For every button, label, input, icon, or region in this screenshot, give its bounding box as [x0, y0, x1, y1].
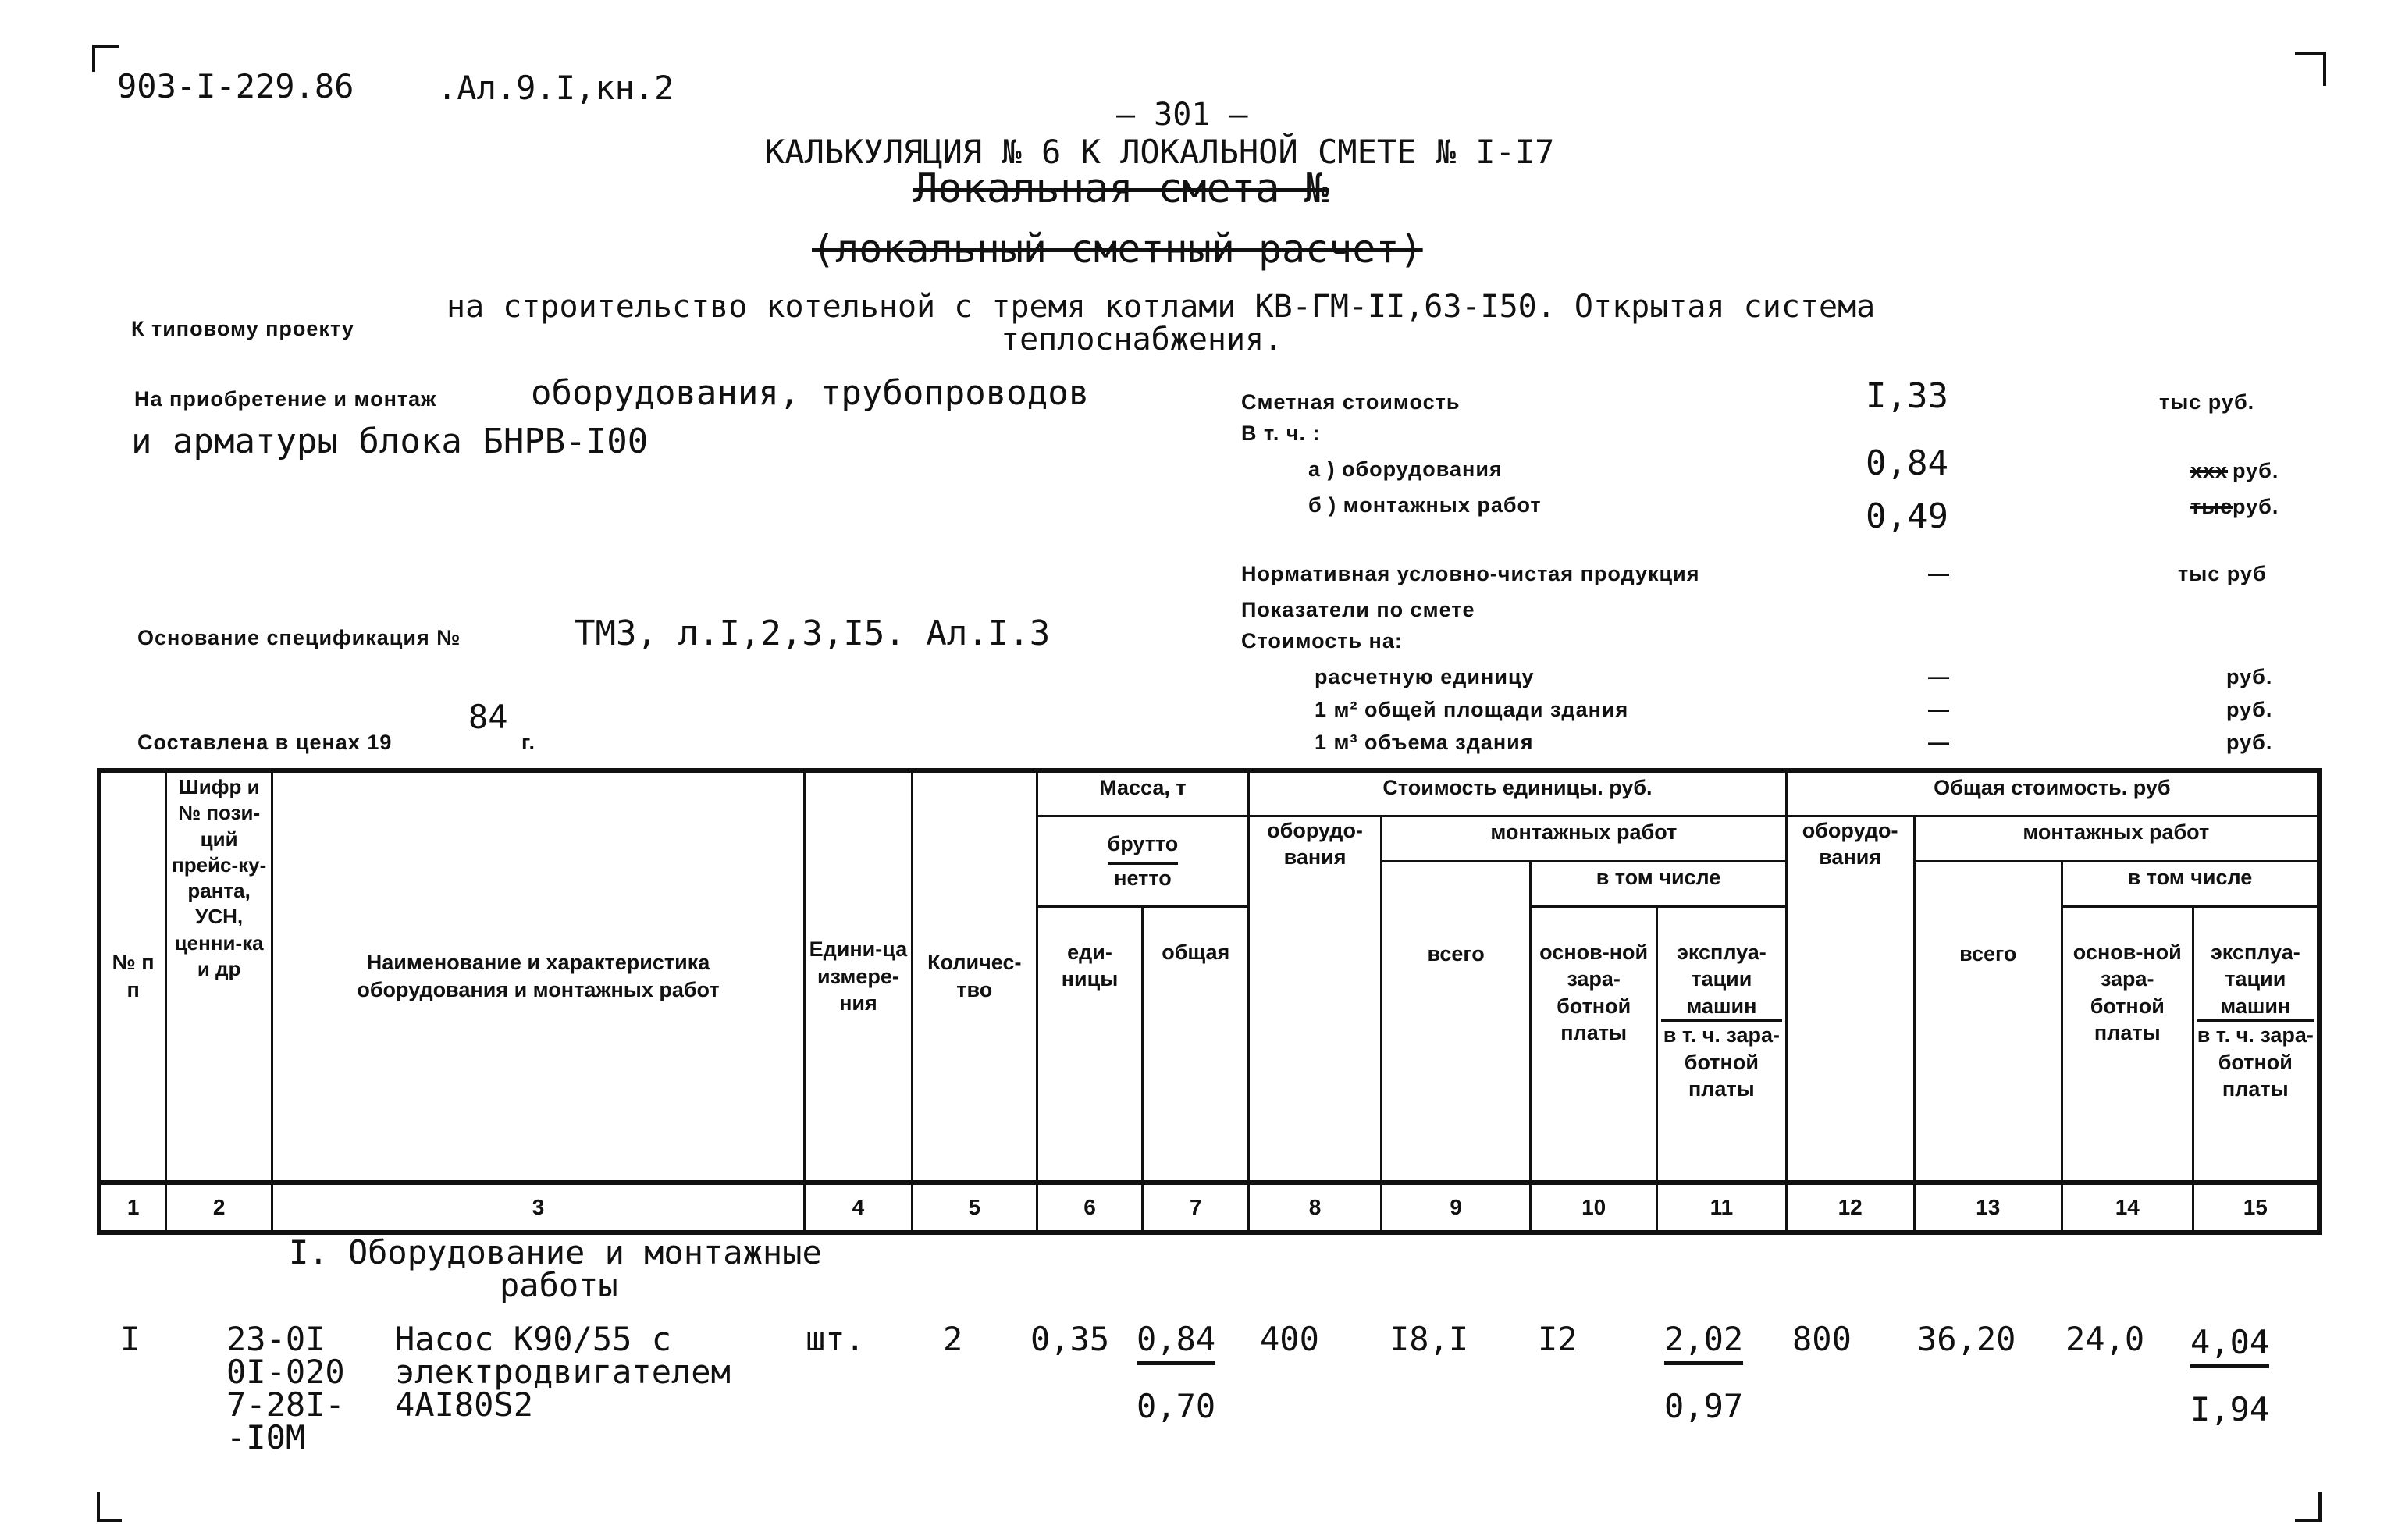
row-num: I: [120, 1320, 141, 1358]
volume-value: —: [1928, 731, 1950, 754]
purpose-text-2: и арматуры блока БНРВ-I00: [131, 421, 649, 461]
row-mass-unit: 0,35: [1030, 1320, 1110, 1358]
cost-equip-value: 0,84: [1866, 443, 1948, 483]
row-total-mount: 36,20: [1917, 1320, 2016, 1358]
cost-total-unit: тыс руб.: [2159, 390, 2255, 414]
cost-total-value: I,33: [1866, 376, 1948, 416]
col-number: 3: [272, 1183, 805, 1232]
row-mass-total-bottom: 0,70: [1137, 1387, 1216, 1425]
col-header-total-base-wage: основ-ной зара-ботной платы: [2062, 906, 2193, 1183]
prices-label: Составлена в ценах 19: [137, 731, 393, 754]
col-header-unit-base-wage: основ-ной зара-ботной платы: [1531, 906, 1657, 1183]
col-number: 8: [1249, 1183, 1382, 1232]
prices-year: 84: [468, 698, 508, 736]
cost-mount-unit: руб.: [2233, 495, 2279, 518]
cost-per-label: Стоимость на:: [1241, 629, 1403, 653]
purpose-label: На приобретение и монтаж: [134, 387, 437, 411]
col-header-mass-total: общая: [1143, 906, 1249, 1183]
row-total-machines-bottom: I,94: [2190, 1390, 2270, 1428]
col-header-unit-equipment: оборудо-вания: [1249, 816, 1382, 1183]
col-header-total-all: всего: [1914, 861, 2062, 1183]
row-machines-top: [1664, 1322, 1743, 1365]
col-number: 2: [166, 1183, 272, 1232]
area-label: 1 м² общей площади здания: [1315, 698, 1629, 721]
cost-equip-unit: руб.: [2233, 459, 2279, 482]
unit-unit: руб.: [2226, 665, 2273, 688]
col-header-unit-incl: в том числе: [1531, 861, 1786, 906]
calc-title: КАЛЬКУЛЯЦИЯ № 6 К ЛОКАЛЬНОЙ СМЕТЕ № I-I7: [765, 133, 1555, 171]
row-total-machines-top: [2190, 1325, 2269, 1368]
col-header-unit-mount: монтажных работ: [1381, 816, 1786, 861]
col-header-name: Наименование и характеристика оборудования и монтажных работ: [272, 770, 805, 1183]
col-number: 15: [2193, 1183, 2319, 1232]
row-machines-bottom: 0,97: [1664, 1387, 1744, 1425]
row-name-2: электродвигателем: [395, 1353, 731, 1391]
col-number: 4: [805, 1183, 913, 1232]
album-ref: .Ал.9.I,кн.2: [437, 69, 674, 107]
col-number: 6: [1037, 1183, 1143, 1232]
doc-code: 903-I-229.86: [117, 67, 354, 105]
volume-label: 1 м³ объема здания: [1315, 731, 1534, 754]
col-header-unit: Едини-ца измере-ния: [805, 770, 913, 1183]
row-code-4: -I0М: [226, 1418, 306, 1456]
corner-mark-bottom-right: [2295, 1519, 2322, 1522]
col-number: 9: [1381, 1183, 1530, 1232]
col-number: 11: [1656, 1183, 1786, 1232]
col-header-num: № п п: [99, 770, 166, 1183]
col-header-total-machines: [2193, 906, 2319, 1183]
col-header-mass-unit: еди-ницы: [1037, 906, 1143, 1183]
project-text-1: на строительство котельной с тремя котлами КВ-ГМ-II,63-I50. Открытая система: [447, 289, 1876, 325]
net-product-label: Нормативная условно-чистая продукция: [1241, 562, 1700, 585]
unit-value: —: [1928, 665, 1950, 688]
cost-mount-unit-struck: тыс: [2190, 495, 2233, 518]
area-unit: руб.: [2226, 698, 2273, 721]
section-title-2: работы: [500, 1266, 618, 1304]
col-number: 1: [99, 1183, 166, 1232]
row-equip-cost: 400: [1260, 1320, 1319, 1358]
unit-label: расчетную единицу: [1315, 665, 1535, 688]
col-number: 7: [1143, 1183, 1249, 1232]
row-code-1: 23-0I: [226, 1320, 326, 1358]
purpose-text-1: оборудования, трубопроводов: [531, 373, 1090, 413]
estimate-table-header: [97, 768, 2322, 1235]
volume-unit: руб.: [2226, 731, 2273, 754]
col-number: 12: [1786, 1183, 1914, 1232]
basis-text: ТМ3, л.I,2,3,I5. Ал.I.3: [575, 614, 1051, 653]
row-code-2: 0I-020: [226, 1353, 345, 1391]
project-label: К типовому проекту: [131, 317, 354, 340]
by-estimate-label: Показатели по смете: [1241, 598, 1475, 621]
corner-mark-top-right: [2323, 52, 2326, 86]
net-product-unit: тыс руб: [2178, 562, 2267, 585]
row-unit: шт.: [806, 1320, 865, 1358]
col-header-mass: Масса, т: [1037, 770, 1248, 816]
row-mount-all: I8,I: [1389, 1320, 1469, 1358]
col-header-total-incl: в том числе: [2062, 861, 2319, 906]
basis-label: Основание спецификация №: [137, 626, 461, 649]
col-header-total-mount: монтажных работ: [1914, 816, 2319, 861]
row-code-3: 7-28I-: [226, 1385, 345, 1424]
section-title-1: I. Оборудование и монтажные: [289, 1233, 822, 1271]
net-product-value: —: [1928, 562, 1950, 585]
col-number: 13: [1914, 1183, 2062, 1232]
col-header-total-equipment: оборудо-вания: [1786, 816, 1914, 1183]
struck-title-1: Локальная смета №: [913, 165, 1329, 212]
col-header-unit-cost: Стоимость единицы. руб.: [1249, 770, 1787, 816]
corner-mark-top-left: [92, 45, 95, 72]
col-header-brutto-netto: [1037, 816, 1248, 906]
machines-label: эксплуа-тации машин: [2197, 939, 2314, 1023]
machines-label: эксплуа-тации машин: [1661, 939, 1782, 1023]
corner-mark-bottom-left: [97, 1492, 100, 1522]
corner-mark-bottom-left: [97, 1519, 122, 1522]
total-machines-top-value: 4,04: [2190, 1325, 2269, 1368]
col-header-total-cost: Общая стоимость. руб: [1786, 770, 2319, 816]
machines-wage-label: в т. ч. зара-ботной платы: [2197, 1023, 2314, 1101]
brutto-label: брутто: [1108, 830, 1179, 865]
col-number: 14: [2062, 1183, 2193, 1232]
struck-title-2: (локальный сметный расчет): [812, 226, 1423, 272]
mass-total-top-value: 0,84: [1137, 1322, 1215, 1365]
row-mass-total-top: [1137, 1322, 1215, 1365]
corner-mark-top-left: [92, 45, 119, 48]
row-name-3: 4АI80S2: [395, 1385, 534, 1424]
row-total-base: 24,0: [2065, 1320, 2145, 1358]
col-header-code: Шифр и № пози-ций прейс-ку-ранта, УСН, ценни-ка и др: [166, 770, 272, 1183]
prices-suffix: г.: [521, 731, 536, 754]
corner-mark-top-right: [2295, 52, 2326, 55]
row-qty: 2: [943, 1320, 963, 1358]
col-header-unit-machines: [1656, 906, 1786, 1183]
row-total-equip: 800: [1792, 1320, 1852, 1358]
area-value: —: [1928, 698, 1950, 721]
machines-top-value: 2,02: [1664, 1322, 1743, 1365]
cost-equip-label: а ) оборудования: [1308, 457, 1503, 481]
col-header-qty: Количес-тво: [912, 770, 1037, 1183]
netto-label: нетто: [1114, 866, 1172, 890]
row-name-1: Насос К90/55 с: [395, 1320, 672, 1358]
cost-mount-value: 0,49: [1866, 496, 1948, 536]
page-number: — 301 —: [1116, 97, 1248, 133]
row-base-wage: I2: [1538, 1320, 1578, 1358]
cost-incl-label: В т. ч. :: [1241, 421, 1321, 445]
col-number: 5: [912, 1183, 1037, 1232]
corner-mark-bottom-right: [2318, 1492, 2322, 1522]
machines-wage-label: в т. ч. зара-ботной платы: [1663, 1023, 1780, 1101]
cost-equip-unit-struck: ххх: [2190, 459, 2229, 482]
col-header-unit-all: всего: [1381, 861, 1530, 1183]
cost-total-label: Сметная стоимость: [1241, 390, 1461, 414]
cost-mount-label: б ) монтажных работ: [1308, 493, 1542, 517]
project-text-2: теплоснабжения.: [1001, 322, 1283, 357]
col-number: 10: [1531, 1183, 1657, 1232]
